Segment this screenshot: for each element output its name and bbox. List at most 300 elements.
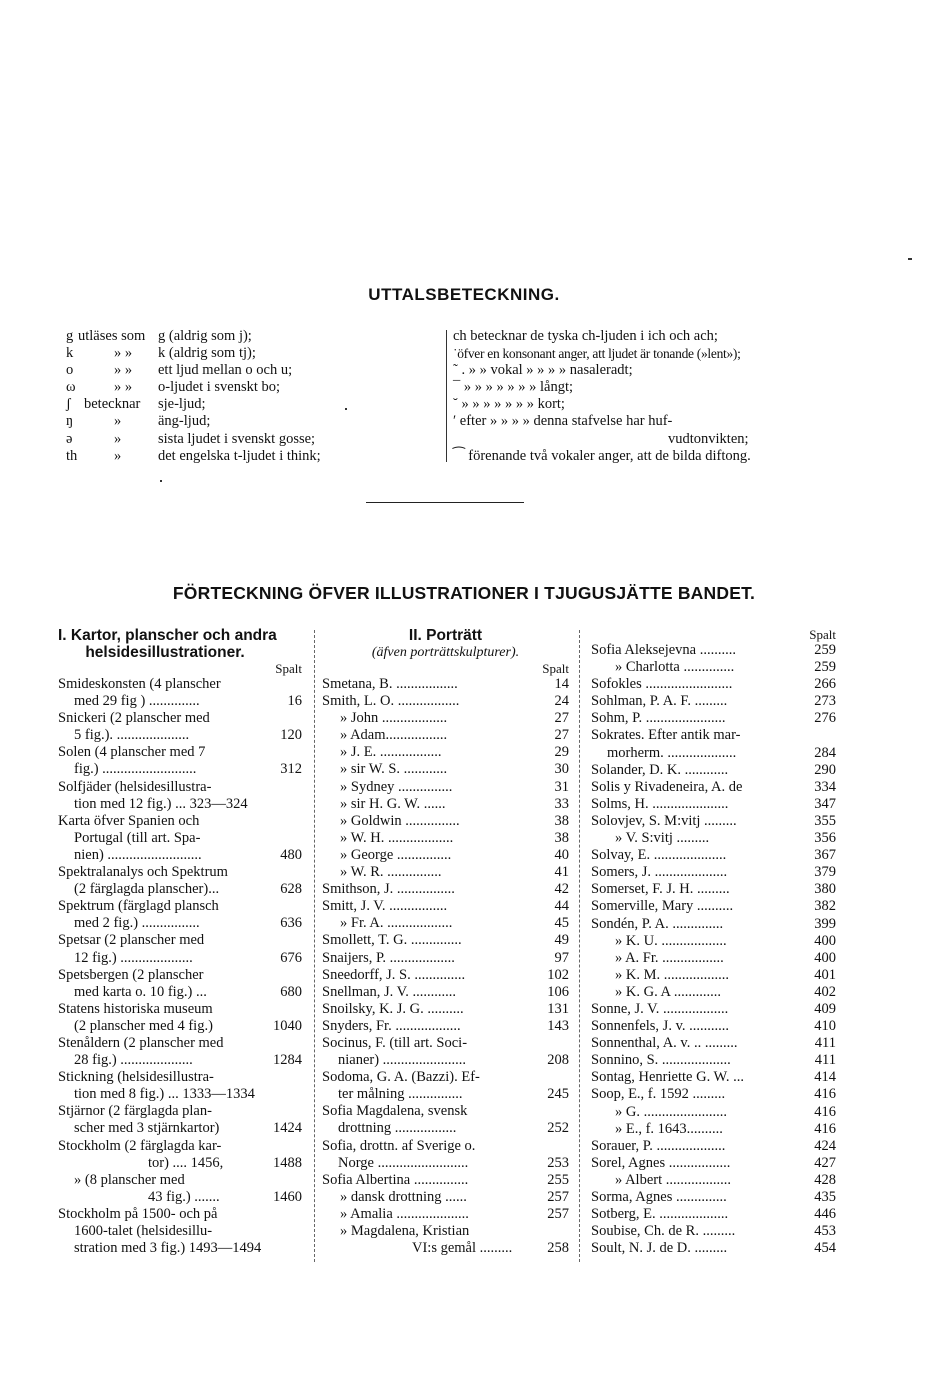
- index-entry: [322, 1069, 569, 1086]
- entry-text: Solfjäder (helsidesillustra-: [58, 778, 212, 795]
- entry-page: 45: [554, 915, 569, 932]
- entry-page: 38: [554, 829, 569, 846]
- entry-page: 312: [280, 761, 302, 778]
- index-entry: [58, 898, 302, 915]
- entry-page: 257: [547, 1205, 569, 1222]
- pron-text: ˘ » » » » » » » kort;: [453, 396, 565, 413]
- entry-page: 258: [547, 1240, 569, 1257]
- entry-text: Soult, N. J. de D. .........: [591, 1240, 728, 1257]
- column-divider-1: [314, 630, 315, 1262]
- entry-text: Sorel, Agnes .................: [591, 1154, 731, 1171]
- entry-text: 12 fig.) ....................: [74, 949, 193, 966]
- entry-page: 379: [814, 864, 836, 881]
- entry-text: Somerset, F. J. H. .........: [591, 881, 730, 898]
- entry-text: VI:s gemål .........: [412, 1240, 513, 1257]
- pron-row: [66, 379, 366, 396]
- index-entry: [58, 1052, 302, 1069]
- index-entry: [322, 727, 569, 744]
- index-entry: [322, 1120, 569, 1137]
- entry-page: 428: [814, 1171, 836, 1188]
- entry-page: 273: [814, 693, 836, 710]
- index-entry: [322, 1155, 569, 1172]
- index-entry: [591, 1069, 836, 1086]
- entry-text: Sofia Magdalena, svensk: [322, 1103, 468, 1120]
- index-entry: [591, 847, 836, 864]
- entry-page: 257: [547, 1188, 569, 1205]
- index-entry: [322, 1052, 569, 1069]
- index-entry: [322, 1240, 569, 1257]
- entry-text: Sonnenfels, J. v. ...........: [591, 1018, 730, 1035]
- entry-page: 40: [554, 846, 569, 863]
- entry-text: Sonnenthal, A. v. .. .........: [591, 1035, 738, 1052]
- entry-page: 347: [814, 795, 836, 812]
- pron-symbol: ω: [66, 379, 76, 396]
- index-title: FÖRTECKNING ÖFVER ILLUSTRATIONER I TJUGUSJÄTTE BANDET.: [172, 583, 756, 603]
- col2-spalt: Spalt: [542, 661, 569, 676]
- entry-page: 628: [280, 881, 302, 898]
- entry-text: Stickning (helsidesillustra-: [58, 1069, 214, 1086]
- index-entry: [591, 676, 836, 693]
- col1-heading: I. Kartor, planscher och andra: [58, 627, 277, 644]
- entry-page: 424: [814, 1137, 836, 1154]
- entry-page: 29: [554, 744, 569, 761]
- index-entry: [58, 796, 302, 813]
- index-entry: [58, 1086, 302, 1103]
- pron-row: [453, 328, 833, 345]
- entry-page: 400: [814, 949, 836, 966]
- pron-row: [453, 379, 833, 396]
- index-entry: [58, 813, 302, 830]
- column-portraits-cont: [591, 627, 836, 1257]
- column-divider-2: [579, 630, 580, 1262]
- entry-text: » Charlotta ..............: [615, 659, 735, 676]
- index-entry: [591, 727, 836, 744]
- entry-page: 411: [814, 1035, 836, 1052]
- entry-page: 676: [280, 949, 302, 966]
- index-entry: [58, 967, 302, 984]
- entry-page: 276: [814, 710, 836, 727]
- index-entry: [58, 744, 302, 761]
- entry-text: » Albert ..................: [615, 1171, 731, 1188]
- entry-text: » Amalia ....................: [340, 1205, 469, 1222]
- entry-text: med karta o. 10 fig.) ...: [74, 983, 207, 1000]
- index-entry: [58, 1035, 302, 1052]
- entry-text: » E., f. 1643..........: [615, 1120, 723, 1137]
- entry-text: Spetsar (2 planscher med: [58, 932, 205, 949]
- entry-text: (2 färglagda planscher)...: [74, 881, 220, 898]
- stray-mark: [160, 480, 162, 482]
- entry-text: drottning .................: [338, 1120, 457, 1137]
- entry-text: » A. Fr. .................: [615, 949, 724, 966]
- pron-text: ett ljud mellan o och u;: [158, 362, 293, 379]
- pron-text: äng-ljud;: [158, 413, 211, 430]
- entry-page: 120: [280, 727, 302, 744]
- entry-text: fig.) ..........................: [74, 761, 197, 778]
- index-entry: [58, 710, 302, 727]
- entry-text: scher med 3 stjärnkartor): [74, 1120, 220, 1137]
- column-portraits: [322, 627, 569, 1257]
- index-entry: [322, 761, 569, 778]
- index-entry: [58, 1189, 302, 1206]
- entry-page: 680: [280, 983, 302, 1000]
- index-entry: [322, 676, 569, 693]
- index-entry: [322, 864, 569, 881]
- pron-ditto: » »: [114, 362, 133, 379]
- entry-text: tion med 8 fig.) ... 1333—1334: [74, 1086, 255, 1103]
- entry-text: Karta öfver Spanien och: [58, 812, 200, 829]
- entry-text: Smideskonsten (4 planscher: [58, 676, 221, 692]
- index-entry: [591, 745, 836, 762]
- entry-page: 355: [814, 812, 836, 829]
- entry-text: Socinus, F. (till art. Soci-: [322, 1034, 468, 1051]
- entry-page: 143: [547, 1017, 569, 1034]
- index-entry: [58, 1223, 302, 1240]
- entry-text: nien) ..........................: [74, 846, 202, 863]
- index-entry: [58, 1018, 302, 1035]
- entry-text: 43 fig.) .......: [148, 1188, 220, 1205]
- entry-text: Snoilsky, K. J. G. ..........: [322, 1000, 464, 1017]
- index-entry: [322, 847, 569, 864]
- entry-page: 290: [814, 761, 836, 778]
- index-entry: [591, 813, 836, 830]
- index-entry: [58, 864, 302, 881]
- entry-page: 435: [814, 1189, 836, 1205]
- pron-row: [66, 396, 366, 413]
- entry-text: » dansk drottning ......: [340, 1188, 467, 1205]
- entry-text: Smithson, J. ................: [322, 881, 455, 898]
- index-entry: [58, 847, 302, 864]
- stray-mark: [908, 258, 912, 260]
- index-entry: [591, 1172, 836, 1189]
- index-entry: [591, 762, 836, 779]
- index-entry: [58, 779, 302, 796]
- pron-text: det engelska t-ljudet i think;: [158, 447, 321, 464]
- entry-text: Sofia Albertina ...............: [322, 1171, 469, 1188]
- index-entry: [591, 659, 836, 676]
- entry-text: Sohlman, P. A. F. .........: [591, 693, 728, 710]
- entry-page: 400: [814, 932, 836, 949]
- entry-page: 31: [554, 778, 569, 795]
- entry-text: » (8 planscher med: [74, 1171, 185, 1188]
- index-entry: [58, 1001, 302, 1018]
- pronunciation-divider: [446, 330, 447, 462]
- entry-page: 411: [814, 1052, 836, 1069]
- entry-text: » J. E. .................: [340, 744, 442, 761]
- pron-row: [453, 396, 833, 413]
- entry-text: Sneedorff, J. S. ..............: [322, 966, 466, 983]
- entry-page: 284: [814, 744, 836, 761]
- entry-text: » K. G. A .............: [615, 983, 721, 1000]
- index-entry: [591, 933, 836, 950]
- entry-page: 131: [547, 1000, 569, 1017]
- index-entry: [591, 1035, 836, 1052]
- pron-symbol: g: [66, 328, 74, 344]
- entry-text: Somers, J. ....................: [591, 864, 728, 881]
- index-entry: [322, 1086, 569, 1103]
- index-entry: [322, 1206, 569, 1223]
- pron-row: [66, 413, 366, 430]
- pron-symbol: ə: [66, 430, 73, 447]
- entry-page: 414: [814, 1069, 836, 1086]
- pron-row: [453, 345, 833, 362]
- entry-text: Sofokles ........................: [591, 676, 733, 693]
- pron-text: ch betecknar de tyska ch-ljuden i ich och ach;: [453, 328, 718, 344]
- index-entry: [322, 950, 569, 967]
- entry-text: Stenåldern (2 planscher med: [58, 1034, 224, 1051]
- entry-page: 208: [547, 1052, 569, 1069]
- entry-page: 410: [814, 1018, 836, 1035]
- index-entry: [58, 727, 302, 744]
- entry-text: » W. H. ..................: [340, 829, 454, 846]
- index-entry: [591, 1138, 836, 1155]
- entry-page: 245: [547, 1086, 569, 1103]
- index-entry: [322, 1018, 569, 1035]
- entry-text: Portugal (till art. Spa-: [74, 829, 201, 846]
- index-entry: [322, 1223, 569, 1240]
- entry-page: 334: [814, 778, 836, 795]
- entry-page: 259: [814, 659, 836, 676]
- entry-text: tion med 12 fig.) ... 323—324: [74, 795, 248, 812]
- pron-row: [66, 362, 366, 379]
- index-entry: [322, 779, 569, 796]
- index-entry: [591, 967, 836, 984]
- pron-ditto: » »: [114, 345, 133, 362]
- entry-text: Snickeri (2 planscher med: [58, 710, 210, 727]
- index-entry: [58, 1138, 302, 1155]
- index-entry: [591, 642, 836, 659]
- pron-symbol: o: [66, 362, 74, 379]
- index-entry: [591, 1001, 836, 1018]
- index-entry: [322, 1189, 569, 1206]
- index-entry: [591, 1189, 836, 1206]
- pron-symbol: k: [66, 345, 74, 362]
- entry-page: 44: [554, 898, 569, 915]
- entry-page: 38: [554, 812, 569, 829]
- pron-row: [453, 448, 833, 465]
- entry-page: 253: [547, 1154, 569, 1171]
- index-entry: [322, 813, 569, 830]
- entry-page: 1040: [273, 1017, 302, 1034]
- index-entry: [591, 898, 836, 915]
- entry-text: Spetsbergen (2 planscher: [58, 966, 204, 983]
- pron-ditto: betecknar: [84, 396, 141, 413]
- index-entry: [591, 1018, 836, 1035]
- entry-text: Somerville, Mary ..........: [591, 898, 734, 915]
- entry-page: 252: [547, 1120, 569, 1137]
- index-entry: [591, 916, 836, 933]
- pron-text: ˜ . » » vokal » » » » nasaleradt;: [453, 362, 633, 379]
- entry-text: » K. M. ..................: [615, 966, 729, 983]
- index-entry: [591, 950, 836, 967]
- entry-text: » George ...............: [340, 846, 452, 863]
- entry-text: Solms, H. .....................: [591, 795, 729, 812]
- entry-text: » V. S:vitj .........: [615, 830, 710, 847]
- pron-ditto: »: [114, 413, 122, 430]
- entry-text: » Goldwin ...............: [340, 812, 460, 829]
- entry-page: 255: [547, 1171, 569, 1188]
- pron-text: ⁀ förenande två vokaler anger, att de bilda diftong.: [453, 447, 751, 464]
- entry-page: 41: [554, 864, 569, 881]
- index-entry: [591, 1121, 836, 1138]
- pron-text: g (aldrig som j);: [158, 328, 252, 344]
- entry-text: Solander, D. K. ............: [591, 761, 729, 778]
- index-entry: [58, 1155, 302, 1172]
- entry-page: 427: [814, 1154, 836, 1171]
- entry-text: Snellman, J. V. ............: [322, 983, 457, 1000]
- entry-page: 30: [554, 761, 569, 778]
- index-entry: [58, 1206, 302, 1223]
- pronunciation-left: [66, 328, 366, 465]
- entry-text: Stockholm på 1500- och på: [58, 1205, 218, 1222]
- pron-row: [453, 362, 833, 379]
- pron-row: [66, 345, 366, 362]
- entry-page: 480: [280, 846, 302, 863]
- index-entry: [591, 1223, 836, 1240]
- entry-text: nianer) .......................: [338, 1052, 467, 1069]
- index-entry: [322, 1172, 569, 1189]
- entry-text: 1600-talet (helsidesillu-: [74, 1223, 213, 1239]
- entry-text: Stockholm (2 färglagda kar-: [58, 1137, 222, 1154]
- index-entry: [322, 967, 569, 984]
- pron-text: ʹ efter » » » » denna stafvelse har huf-: [453, 413, 673, 430]
- index-entry: [322, 1001, 569, 1018]
- entry-text: Smith, L. O. .................: [322, 693, 460, 710]
- entry-text: Spektrum (färglagd plansch: [58, 898, 219, 915]
- entry-text: med 29 fig ) ..............: [74, 693, 200, 710]
- entry-text: Smitt, J. V. ................: [322, 898, 448, 915]
- entry-text: Sondén, P. A. ..............: [591, 915, 724, 932]
- index-entry: [58, 984, 302, 1001]
- pron-text: sista ljudet i svenskt gosse;: [158, 430, 316, 447]
- entry-text: 5 fig.). ....................: [74, 727, 190, 744]
- entry-text: Snyders, Fr. ..................: [322, 1017, 461, 1034]
- col1-subheading: helsidesillustrationer.: [85, 644, 245, 661]
- entry-page: 1284: [273, 1052, 302, 1069]
- pron-row: [453, 413, 833, 430]
- entry-text: » Adam.................: [340, 727, 448, 744]
- entry-text: tor) .... 1456,: [148, 1154, 224, 1171]
- entry-page: 24: [554, 693, 569, 710]
- entry-text: Soubise, Ch. de R. .........: [591, 1223, 736, 1240]
- entry-text: (2 planscher med 4 fig.): [74, 1017, 213, 1034]
- entry-text: Spektralanalys och Spektrum: [58, 864, 228, 881]
- entry-page: 27: [554, 710, 569, 727]
- entry-text: Solis y Rivadeneira, A. de: [591, 778, 743, 795]
- col2-subheading: (äfven porträttskulpturer).: [371, 645, 520, 660]
- entry-text: stration med 3 fig.) 1493—1494: [74, 1240, 262, 1257]
- index-entry: [591, 881, 836, 898]
- entry-text: » W. R. ...............: [340, 864, 442, 881]
- col1-spalt: Spalt: [275, 661, 302, 676]
- index-entry: [58, 761, 302, 778]
- entry-page: 399: [814, 915, 836, 932]
- entry-page: 416: [814, 1103, 836, 1120]
- index-entry: [58, 830, 302, 847]
- col3-spalt: Spalt: [809, 627, 836, 642]
- column-maps: [58, 627, 302, 1257]
- entry-text: ter målning ...............: [338, 1086, 463, 1103]
- index-entry: [591, 984, 836, 1001]
- index-entry: [591, 710, 836, 727]
- entry-text: Snaijers, P. ..................: [322, 949, 455, 966]
- entry-page: 409: [814, 1000, 836, 1017]
- entry-text: Sorma, Agnes ..............: [591, 1189, 727, 1205]
- entry-page: 102: [547, 966, 569, 983]
- entry-text: Sofia, drottn. af Sverige o.: [322, 1137, 476, 1154]
- index-entry: [58, 676, 302, 693]
- entry-text: » K. U. ..................: [615, 932, 727, 949]
- index-entry: [591, 830, 836, 847]
- index-entry: [58, 1103, 302, 1120]
- pron-symbol: th: [66, 447, 78, 464]
- pron-ditto: » »: [114, 379, 133, 396]
- index-entry: [58, 693, 302, 710]
- index-entry: [58, 950, 302, 967]
- index-entry: [591, 1155, 836, 1172]
- entry-page: 453: [814, 1223, 836, 1240]
- entry-page: 416: [814, 1120, 836, 1137]
- entry-page: 416: [814, 1086, 836, 1103]
- index-entry: [322, 693, 569, 710]
- entry-page: 106: [547, 983, 569, 1000]
- index-entry: [58, 1240, 302, 1257]
- index-entry: [322, 1035, 569, 1052]
- entry-text: morherm. ...................: [607, 744, 737, 761]
- entry-text: Statens historiska museum: [58, 1000, 213, 1017]
- index-entry: [322, 796, 569, 813]
- index-entry: [322, 915, 569, 932]
- entry-text: Solvay, E. ....................: [591, 847, 727, 864]
- pron-text: ¯ » » » » » » » långt;: [453, 379, 574, 396]
- index-entry: [322, 881, 569, 898]
- entry-text: Sofia Aleksejevna ..........: [591, 642, 736, 658]
- pron-text: vudtonvikten;: [668, 430, 749, 447]
- index-entry: [58, 881, 302, 898]
- entry-text: med 2 fig.) ................: [74, 915, 200, 932]
- separator-rule: [366, 502, 524, 503]
- entry-page: 402: [814, 983, 836, 1000]
- entry-page: 33: [554, 795, 569, 812]
- index-entry: [591, 693, 836, 710]
- pronunciation-right: [453, 328, 833, 465]
- index-entry: [591, 1052, 836, 1069]
- index-entry: [591, 864, 836, 881]
- entry-page: 1424: [273, 1120, 302, 1137]
- entry-page: 1460: [273, 1188, 302, 1205]
- entry-text: Sorauer, P. ...................: [591, 1137, 726, 1154]
- entry-text: Soop, E., f. 1592 .........: [591, 1086, 726, 1103]
- entry-text: Smollett, T. G. ..............: [322, 932, 462, 949]
- index-entry: [322, 710, 569, 727]
- pron-ditto: »: [114, 447, 122, 464]
- index-entry: [322, 744, 569, 761]
- entry-text: 28 fig.) ....................: [74, 1052, 193, 1069]
- entry-text: Smetana, B. .................: [322, 676, 458, 692]
- index-entry: [322, 830, 569, 847]
- entry-text: Solen (4 planscher med 7: [58, 744, 206, 761]
- entry-text: » John ..................: [340, 710, 448, 727]
- entry-page: 401: [814, 966, 836, 983]
- index-entry: [591, 779, 836, 796]
- pron-text: k (aldrig som tj);: [158, 345, 256, 362]
- index-entry: [58, 1120, 302, 1137]
- entry-text: Sontag, Henriette G. W. ...: [591, 1069, 745, 1086]
- entry-text: Sokrates. Efter antik mar-: [591, 727, 741, 744]
- index-entry: [58, 932, 302, 949]
- index-entry: [322, 984, 569, 1001]
- entry-text: Sonnino, S. ...................: [591, 1052, 731, 1069]
- entry-text: Sohm, P. ......................: [591, 710, 726, 727]
